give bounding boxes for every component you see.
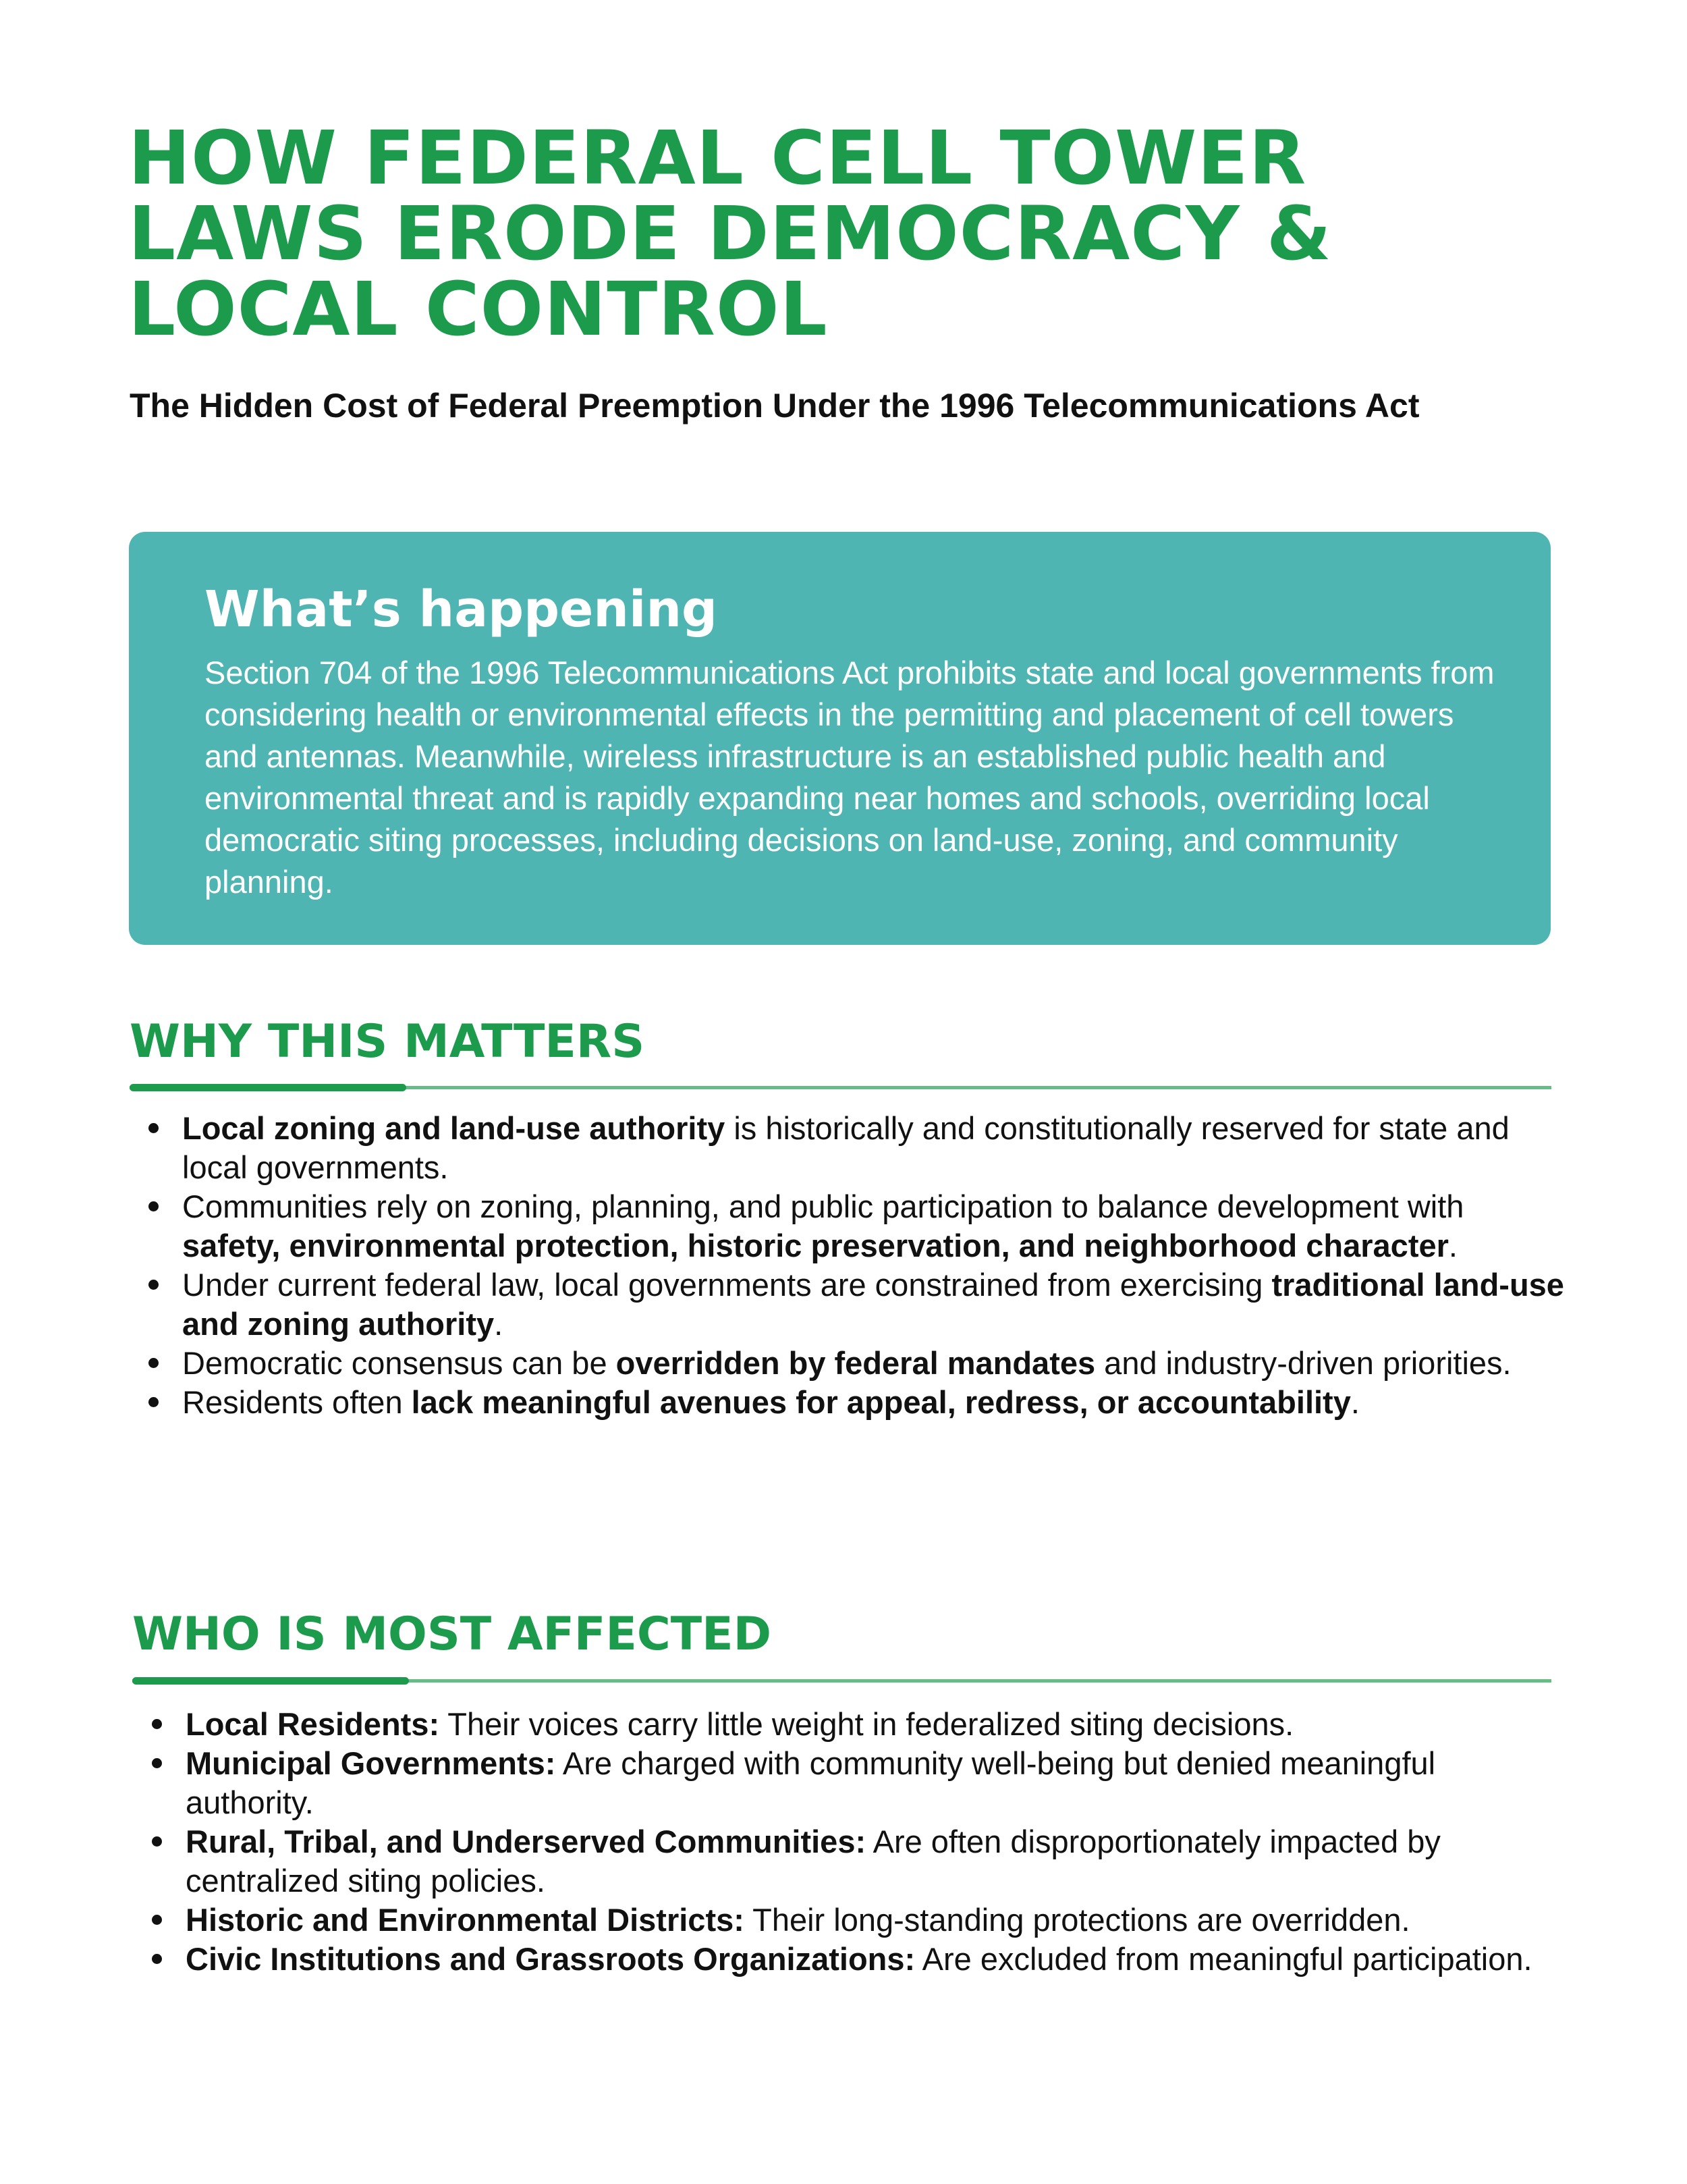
item-label: Municipal Governments: <box>186 1745 556 1781</box>
item-text: and industry-driven priorities. <box>1095 1345 1512 1381</box>
item-text: . <box>494 1306 503 1342</box>
item-label: Historic and Environmental Districts: <box>186 1902 744 1938</box>
list-item <box>186 1705 1562 1744</box>
bullet-icon <box>152 1758 162 1768</box>
list-item <box>186 1901 1562 1940</box>
most-affected-heading: WHO IS MOST AFFECTED <box>132 1608 772 1661</box>
item-label: Local Residents: <box>186 1706 440 1742</box>
most-affected-list <box>186 1705 1562 1979</box>
list-item <box>186 1744 1562 1822</box>
item-emphasis: traditional land-use and zoning authority <box>182 1267 1564 1342</box>
list-item <box>186 1940 1562 1979</box>
bullet-icon <box>148 1397 159 1407</box>
title-line: LOCAL CONTROL <box>128 266 828 352</box>
item-label: Rural, Tribal, and Underserved Communities: <box>186 1824 866 1859</box>
callout-heading: What’s happening <box>204 580 717 638</box>
why-matters-list <box>182 1109 1566 1422</box>
item-text: Communities rely on zoning, planning, and public participation to balance development with <box>182 1189 1464 1224</box>
item-text: Residents often <box>182 1384 412 1420</box>
list-item <box>186 1822 1562 1901</box>
item-text: . <box>1448 1228 1458 1263</box>
bullet-icon <box>148 1123 159 1133</box>
item-text: is historically and constitutionally reserved for state and local governments. <box>182 1110 1510 1185</box>
item-emphasis: Local zoning and land-use authority <box>182 1110 725 1146</box>
list-item <box>182 1109 1566 1187</box>
whats-happening-callout <box>129 532 1551 945</box>
item-text: Are excluded from meaningful participation. <box>915 1941 1532 1977</box>
list-item <box>182 1187 1566 1265</box>
bullet-icon <box>148 1280 159 1290</box>
callout-body: Section 704 of the 1996 Telecommunications Act prohibits state and local governments from considering health or environmental effects in the permitting and placement of cell towers and antennas. Meanwhile, wireless infrastructure is an established public health and environmental threat and is rapidly expanding near homes and schools, overriding local democratic siting processes, including decisions on land-use, zoning, and community planning. <box>204 655 1495 900</box>
bullet-icon <box>148 1201 159 1211</box>
item-emphasis: safety, environmental protection, historic preservation, and neighborhood character <box>182 1228 1449 1263</box>
list-item <box>182 1265 1566 1344</box>
item-text: Are often disproportionately impacted by centralized siting policies. <box>186 1824 1441 1899</box>
item-text: Their voices carry little weight in federalized siting decisions. <box>439 1706 1294 1742</box>
bullet-icon <box>152 1915 162 1925</box>
section-divider-accent <box>132 1677 409 1685</box>
bullet-icon <box>152 1954 162 1964</box>
title-line: LAWS ERODE DEMOCRACY & <box>128 190 1332 277</box>
bullet-icon <box>148 1358 159 1368</box>
item-label: Civic Institutions and Grassroots Organizations: <box>186 1941 916 1977</box>
item-text: Under current federal law, local governments are constrained from exercising <box>182 1267 1272 1303</box>
item-text: Are charged with community well-being but denied meaningful authority. <box>186 1745 1436 1820</box>
item-text: Democratic consensus can be <box>182 1345 616 1381</box>
bullet-icon <box>152 1719 162 1729</box>
page-title <box>128 115 1613 352</box>
why-matters-heading: WHY THIS MATTERS <box>130 1015 645 1068</box>
list-item <box>182 1344 1566 1383</box>
section-divider-accent <box>130 1084 406 1091</box>
bullet-icon <box>152 1836 162 1847</box>
item-emphasis: overridden by federal mandates <box>615 1345 1096 1381</box>
list-item <box>182 1383 1566 1422</box>
item-emphasis: lack meaningful avenues for appeal, redress, or accountability <box>411 1384 1351 1420</box>
title-line: HOW FEDERAL CELL TOWER <box>128 115 1307 201</box>
item-text: Their long-standing protections are overridden. <box>744 1902 1410 1938</box>
item-text: . <box>1350 1384 1360 1420</box>
page-subtitle: The Hidden Cost of Federal Preemption Under the 1996 Telecommunications Act <box>130 387 1420 425</box>
